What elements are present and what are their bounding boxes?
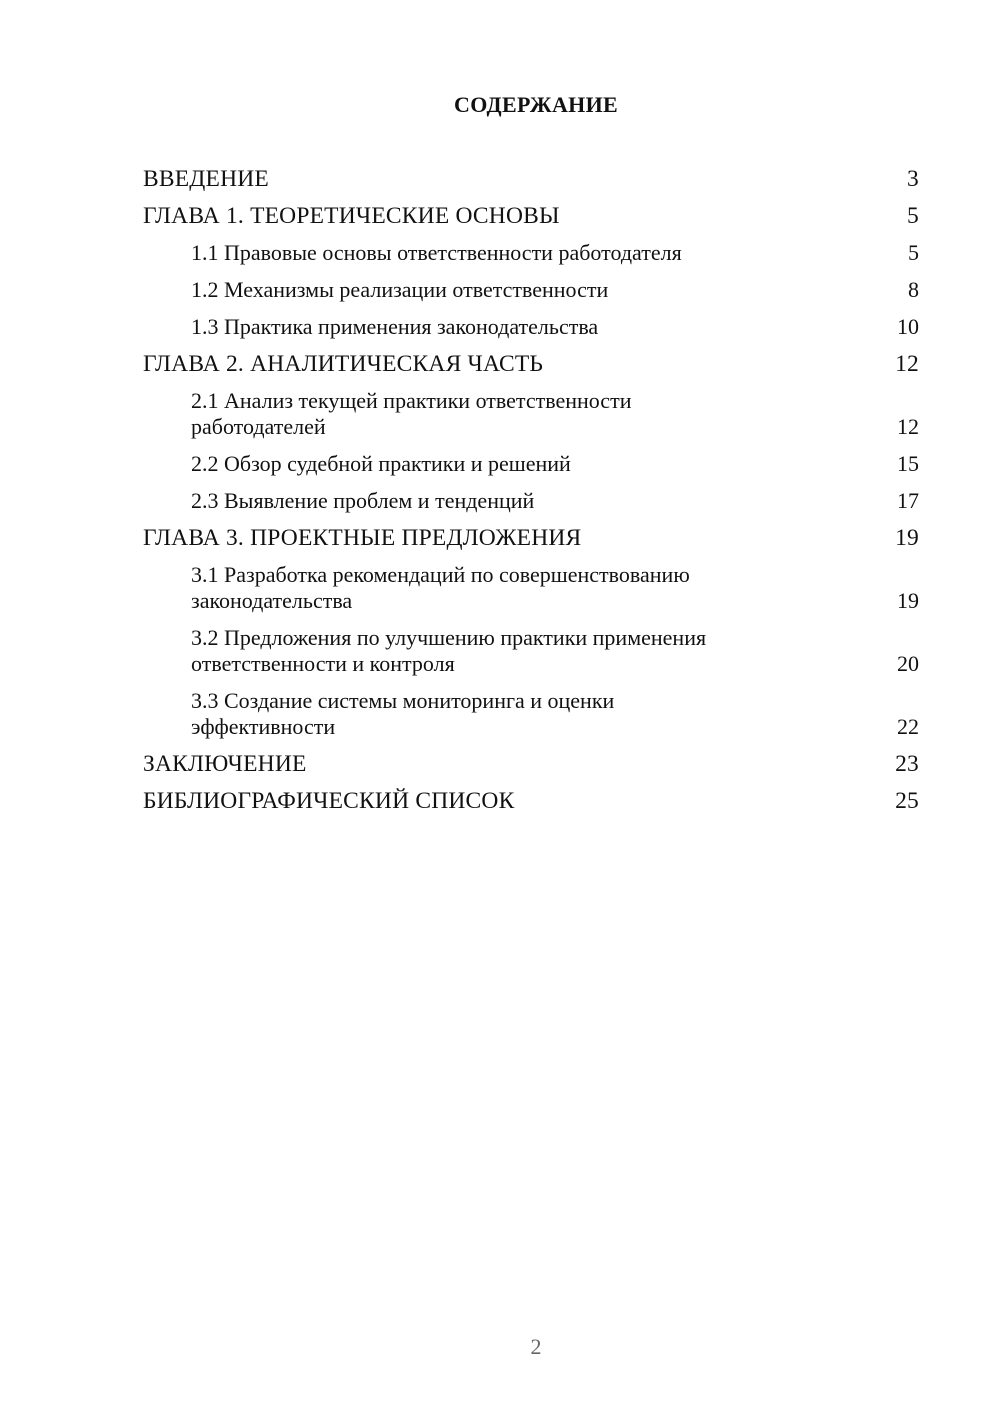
toc-entry-section-3-3[interactable] [143,688,919,740]
toc-entry-text: ГЛАВА 2. АНАЛИТИЧЕСКАЯ ЧАСТЬ [143,351,544,377]
toc-entry-page: 5 [908,240,919,265]
toc-entry-bibliography[interactable] [143,788,919,814]
toc-entry-text: 1.3 Практика применения законодательства [191,314,599,339]
toc-entry-section-3-1[interactable] [143,562,919,614]
toc-entry-page: 25 [895,788,919,814]
toc-entry-chapter-2[interactable] [143,351,919,377]
toc-entry-text: ЗАКЛЮЧЕНИЕ [143,751,307,777]
toc-entry-text: ГЛАВА 1. ТЕОРЕТИЧЕСКИЕ ОСНОВЫ [143,203,560,229]
toc-entry-page: 10 [897,314,919,339]
toc-entry-page: 22 [897,714,919,739]
toc-entry-text: БИБЛИОГРАФИЧЕСКИЙ СПИСОК [143,788,515,814]
toc-entry-section-2-1[interactable] [143,388,919,440]
toc-entry-text: 3.1 Разработка рекомендаций по совершенствованию законодательства [191,562,690,613]
toc-entry-text: 2.3 Выявление проблем и тенденций [191,488,535,513]
toc-entry-page: 12 [897,414,919,439]
toc-entry-conclusion[interactable] [143,751,919,777]
toc-entry-page: 3 [907,166,919,192]
toc-entry-section-2-3[interactable] [143,488,919,514]
toc-entry-page: 8 [908,277,919,302]
toc-entry-text: ГЛАВА 3. ПРОЕКТНЫЕ ПРЕДЛОЖЕНИЯ [143,525,582,551]
toc-entry-page: 19 [895,525,919,551]
toc-entry-page: 5 [907,203,919,229]
toc-entry-section-1-1[interactable] [143,240,919,266]
toc-entry-text: 1.2 Механизмы реализации ответственности [191,277,609,302]
toc-entry-page: 12 [895,351,919,377]
toc-entry-text: 2.2 Обзор судебной практики и решений [191,451,571,476]
toc-entry-text: 1.1 Правовые основы ответственности работодателя [191,240,682,265]
toc-entry-introduction[interactable] [143,166,919,192]
toc-entry-chapter-3[interactable] [143,525,919,551]
toc-entry-page: 17 [897,488,919,513]
toc-entry-page: 19 [897,588,919,613]
page-number: 2 [530,1334,542,1359]
table-of-contents [143,166,919,825]
toc-entry-section-2-2[interactable] [143,451,919,477]
toc-entry-page: 20 [897,651,919,676]
toc-entry-text: 3.2 Предложения по улучшению практики применения ответственности и контроля [191,625,707,676]
toc-entry-page: 23 [895,751,919,777]
toc-entry-text: ВВЕДЕНИЕ [143,166,269,192]
toc-entry-page: 15 [897,451,919,476]
toc-entry-text: 2.1 Анализ текущей практики ответственности работодателей [191,388,632,439]
toc-entry-section-3-2[interactable] [143,625,919,677]
toc-title: СОДЕРЖАНИЕ [454,92,618,117]
toc-entry-text: 3.3 Создание системы мониторинга и оценки эффективности [191,688,615,739]
toc-entry-section-1-2[interactable] [143,277,919,303]
toc-entry-section-1-3[interactable] [143,314,919,340]
toc-entry-chapter-1[interactable] [143,203,919,229]
